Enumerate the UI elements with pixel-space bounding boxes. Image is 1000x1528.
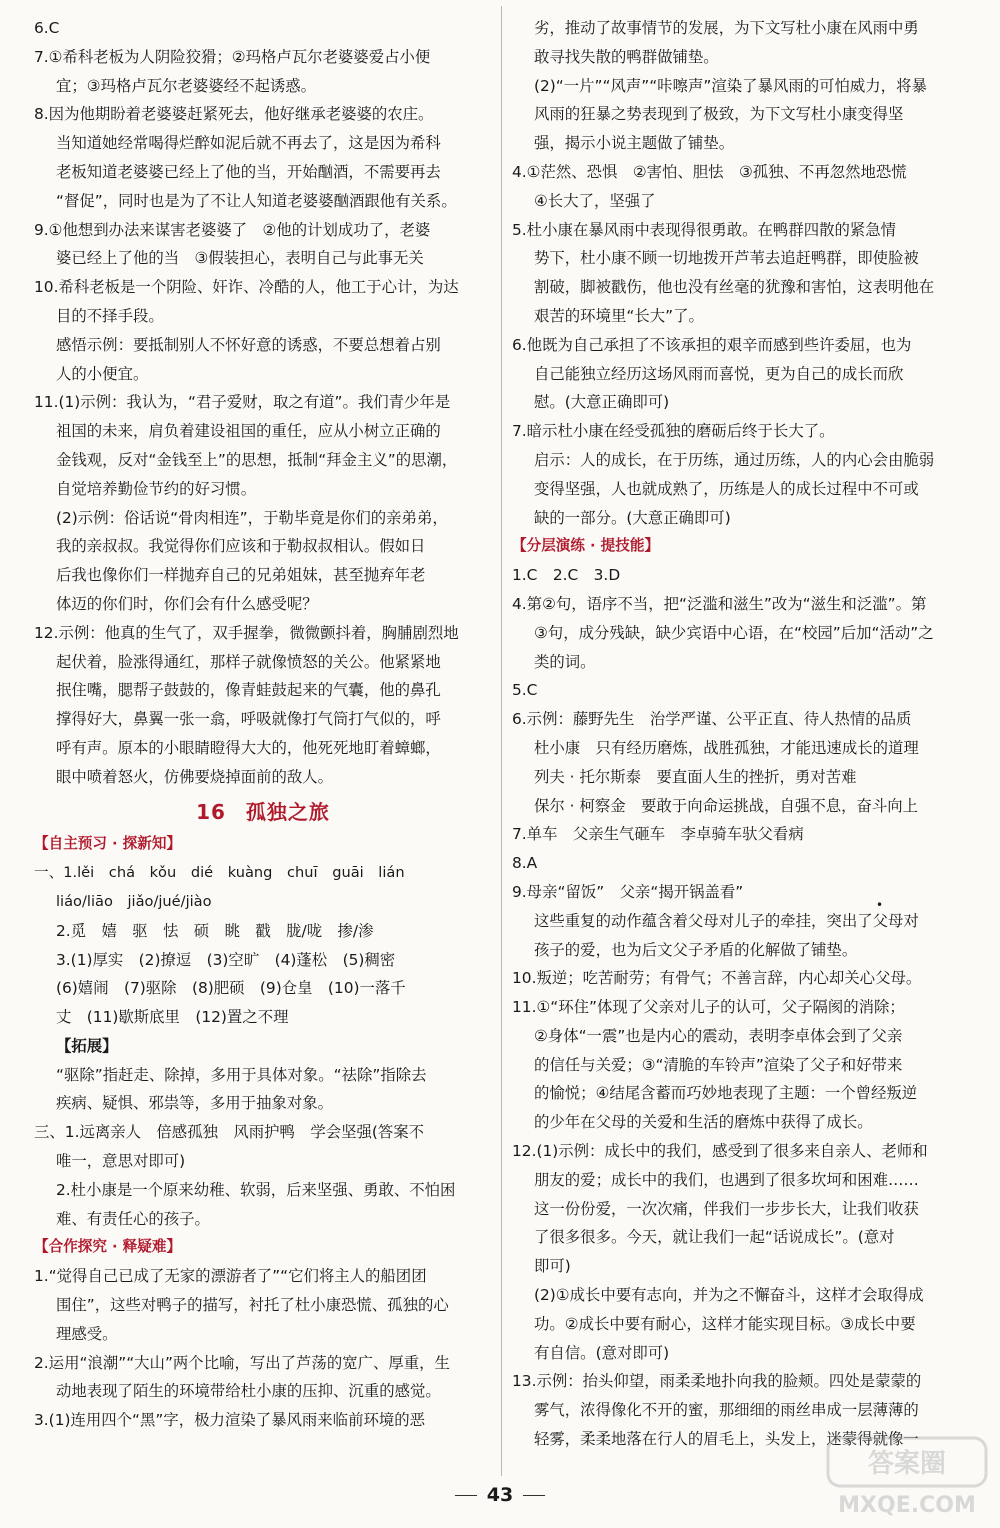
left-answer-line: 10.希科老板是一个阴险、奸诈、冷酷的人，他工于心计，为达 [34, 278, 459, 297]
explore-answer-line: 动地表现了陌生的环境带给杜小康的压抑、沉重的感觉。 [56, 1382, 441, 1401]
right-answer-lines-a [512, 14, 974, 532]
section-heading [34, 798, 492, 827]
right-answer-line: 变得坚强，人也就成熟了，历练是人的成长过程中不可或 [534, 479, 919, 498]
practice-answer-line: 有自信。(意对即可) [534, 1343, 670, 1362]
left-answer-line: 起伏着，脸涨得通红，那样子就像愤怒的关公。他紧紧地 [56, 652, 441, 671]
explore-answer-line: 理感受。 [56, 1324, 118, 1343]
words-line-1: 3.(1)厚实 (2)撩逗 (3)空旷 (4)蓬松 (5)稠密 [56, 950, 396, 969]
left-answer-line: 9.①他想到办法来谋害老婆婆了 ②他的计划成功了，老婆 [34, 220, 431, 239]
left-answer-line: 撑得好大，鼻翼一张一翕，呼吸就像打气筒打气似的，呼 [56, 710, 441, 729]
left-answer-line: 眼中喷着怒火，仿佛要烧掉面前的敌人。 [56, 767, 334, 786]
words-line-3: 丈 (11)歇斯底里 (12)置之不理 [56, 1008, 289, 1027]
right-answer-line: 敢寻找失散的鸭群做铺垫。 [534, 47, 719, 66]
stray-mark: • [876, 898, 884, 912]
pinyin-line-1: 一、1.lěi chá kǒu dié kuàng chuī guāi lián [34, 864, 405, 882]
practice-answer-line: 类的词。 [534, 652, 596, 671]
practice-answer-line: 保尔 · 柯察金 要敢于向命运挑战，自强不息，奋斗向上 [534, 796, 919, 815]
practice-answer-line: 的愉悦；④结尾含蓄而巧妙地表现了主题：一个曾经叛逆 [534, 1084, 918, 1103]
left-answer-line: 后我也像你们一样抛弃自己的兄弟姐妹，甚至抛弃年老 [56, 566, 426, 585]
part-three-line-1: 三、1.远离亲人 倍感孤独 风雨护鸭 学会坚强(答案不 [34, 1123, 425, 1142]
right-answer-line: 启示：人的成长，在于历练，通过历练，人的内心会由脆弱 [534, 450, 935, 469]
practice-answer-line: 1.C 2.C 3.D [512, 566, 621, 585]
explore-answer-line: 1.“觉得自己已成了无家的漂游者了”“它们将主人的船团团 [34, 1267, 427, 1286]
explore-answer-line: 2.运用“浪潮”“大山”两个比喻，写出了芦荡的宽广、厚重，生 [34, 1353, 450, 1372]
part-three-line-4: 难、有责任心的孩子。 [56, 1209, 210, 1228]
practice-answer-line: 11.①“环住”体现了父亲对儿子的认可，父子隔阂的消除； [512, 998, 905, 1017]
practice-answer-line: 即可) [534, 1257, 571, 1276]
left-answer-line: 7.①希科老板为人阴险狡猾；②玛格卢瓦尔老婆婆爱占小便 [34, 47, 431, 66]
words-line-2: (6)嬉闹 (7)驱除 (8)肥硕 (9)仓皇 (10)一落千 [56, 979, 406, 998]
practice-answer-line: 13.示例：抬头仰望，雨柔柔地扑向我的脸颊。四处是蒙蒙的 [512, 1372, 922, 1391]
right-answer-line: 5.杜小康在暴风雨中表现得很勇敢。在鸭群四散的紧急情 [512, 220, 897, 239]
left-answer-line: 感悟示例：要抵制别人不怀好意的诱惑，不要总想着占别 [56, 335, 441, 354]
practice-answer-line: 的信任与关爱；③“清脆的车铃声”渲染了父子和好带来 [534, 1055, 903, 1074]
left-column [34, 14, 492, 1435]
left-answer-line: 老板知道老婆婆已经上了他的当，开始酗酒，不需要再去 [56, 162, 441, 181]
watermark-logo [822, 1432, 992, 1522]
practice-answer-line: 孩子的爱，也为后文父子矛盾的化解做了铺垫。 [534, 940, 858, 959]
right-answer-line: 势下，杜小康不顾一切地拨开芦苇去追赶鸭群，即使脸被 [534, 249, 919, 268]
right-answer-line: (2)“一片”“风声”“咔嚓声”渲染了暴风雨的可怕威力，将暴 [534, 76, 927, 95]
right-answer-line: 艰苦的环境里“长大”了。 [534, 306, 704, 325]
right-answer-line: 割破，脚被戳伤，他也没有丝毫的犹豫和害怕，这表明他在 [534, 278, 935, 297]
right-answer-line: ④长大了，坚强了 [534, 191, 656, 210]
practice-answer-line: 列夫 · 托尔斯泰 要直面人生的挫折，勇对苦难 [534, 767, 857, 786]
expand-label: 【拓展】 [56, 1036, 118, 1055]
part-three-line-3: 2.杜小康是一个原来幼稚、软弱，后来坚强、勇敢、不怕困 [56, 1180, 456, 1199]
right-answer-line: 风雨的狂暴之势表现到了极致，为下文写杜小康变得坚 [534, 105, 904, 124]
left-answer-line: 当知道她经常喝得烂醉如泥后就不再去了，这是因为希科 [56, 134, 441, 153]
left-answer-line: “督促”，同时也是为了不让人知道老婆婆酗酒跟他有关系。 [56, 191, 457, 210]
chars-line: 2.觅 嬉 驱 怯 硕 眺 戳 胧/咙 掺/渗 [56, 921, 374, 940]
left-answer-line: 8.因为他期盼着老婆婆赶紧死去，他好继承老婆婆的农庄。 [34, 105, 434, 124]
practice-answer-line: ②身体“一震”也是内心的震动，表明李卓体会到了父亲 [534, 1026, 903, 1045]
tag-self-preview: 【自主预习 · 探新知】 [34, 835, 182, 853]
right-answer-line: 6.他既为自己承担了不该承担的艰辛而感到些许委屈，也为 [512, 335, 912, 354]
left-answer-line: 呼有声。原本的小眼睛瞪得大大的，他死死地盯着蟑螂， [56, 738, 441, 757]
left-answer-line: 婆已经上了他的当 ③假装担心，表明自己与此事无关 [56, 249, 424, 268]
column-divider [501, 6, 502, 1476]
practice-answer-line: (2)①成长中要有志向，并为之不懈奋斗，这样才会取得成 [534, 1286, 924, 1305]
practice-answer-line: 这一份份爱，一次次痛，伴我们一步步长大，让我们收获 [534, 1199, 919, 1218]
left-answer-line: 自觉培养勤俭节约的好习惯。 [56, 479, 257, 498]
left-answer-line: 抿住嘴，腮帮子鼓鼓的，像青蛙鼓起来的气囊，他的鼻孔 [56, 681, 441, 700]
right-answer-lines-b [512, 561, 974, 1454]
section-number: 16 [196, 799, 226, 824]
practice-answer-line: 雾气，浓得像化不开的蜜，那细细的雨丝串成一层薄薄的 [534, 1401, 919, 1420]
pinyin-line-2: liáo/liāo jiǎo/jué/jiào [56, 892, 212, 910]
practice-answer-line: ③句，成分残缺，缺少宾语中心语，在“校园”后加“活动”之 [534, 623, 934, 642]
practice-answer-line: 9.母亲“留饭” 父亲“揭开锅盖看” [512, 882, 744, 901]
left-answer-line: 金钱观，反对“金钱至上”的思想，抵制“拜金主义”的思潮， [56, 450, 458, 469]
svg-text:答案圈: 答案圈 [867, 1449, 947, 1479]
practice-answer-line: 的少年在父母的关爱和生活的磨炼中获得了成长。 [534, 1113, 873, 1132]
left-answer-line: 体迈的你们时，你们会有什么感受呢？ [56, 594, 318, 613]
tag-cooperative-explore: 【合作探究 · 释疑难】 [34, 1238, 182, 1256]
page-number-text: 43 [486, 1484, 514, 1506]
practice-answer-line: 7.单车 父亲生气砸车 李卓骑车驮父看病 [512, 825, 804, 844]
practice-answer-line: 5.C [512, 681, 538, 700]
right-answer-line: 劣，推动了故事情节的发展，为下文写杜小康在风雨中勇 [534, 19, 919, 37]
left-answer-line: 宜；③玛格卢瓦尔老婆婆经不起诱惑。 [56, 76, 317, 95]
right-answer-line: 慰。(大意正确即可) [534, 393, 670, 412]
left-answer-line: 11.(1)示例：我认为，“君子爱财，取之有道”。我们青少年是 [34, 393, 451, 412]
practice-answer-line: 杜小康 只有经历磨炼，战胜孤独，才能迅速成长的道理 [534, 738, 919, 757]
left-answer-line: 12.示例：他真的生气了，双手握拳，微微颤抖着，胸脯剧烈地 [34, 623, 459, 642]
practice-answer-line: 10.叛逆；吃苦耐劳；有骨气；不善言辞，内心却关心父母。 [512, 969, 922, 988]
practice-answer-line: 4.第②句，语序不当，把“泛滥和滋生”改为“滋生和泛滥”。第 [512, 594, 927, 613]
right-column [512, 14, 974, 1454]
practice-answer-line: 轻雾，柔柔地落在行人的眉毛上，头发上，迷蒙得就像一 [534, 1430, 919, 1449]
tag-layered-practice: 【分层演练 · 提技能】 [512, 537, 660, 555]
section-title-text: 孤独之旅 [245, 799, 330, 824]
left-answer-lines [34, 14, 492, 792]
explore-answer-line: 围住”，这些对鸭子的描写，衬托了杜小康恐慌、孤独的心 [56, 1296, 449, 1315]
explore-answer-lines [34, 1262, 492, 1435]
expand-line-1: “驱除”指赶走、除掉，多用于具体对象。“祛除”指除去 [56, 1065, 427, 1084]
left-answer-line: 人的小便宜。 [56, 364, 149, 383]
right-answer-line: 4.①茫然、恐惧 ②害怕、胆怯 ③孤独、不再忽然地恐慌 [512, 162, 907, 181]
practice-answer-line: 6.示例：藤野先生 治学严谨、公平正直、待人热情的品质 [512, 710, 912, 729]
expand-line-2: 疾病、疑惧、邪祟等，多用于抽象对象。 [56, 1094, 334, 1113]
svg-text:MXQE.COM: MXQE.COM [838, 1493, 976, 1518]
practice-answer-line: 朋友的爱；成长中的我们，也遇到了很多坎坷和困难…… [534, 1170, 919, 1189]
right-answer-line: 7.暗示杜小康在经受孤独的磨砺后终于长大了。 [512, 422, 835, 441]
left-answer-line: (2)示例：俗话说“骨肉相连”，于勒毕竟是你们的亲弟弟， [56, 508, 448, 527]
practice-answer-line: 了很多很多。今天，就让我们一起“话说成长”。(意对 [534, 1228, 895, 1247]
left-answer-line: 我的亲叔叔。我觉得你们应该和于勒叔叔相认。假如日 [56, 537, 426, 556]
left-answer-line: 6.C [34, 19, 60, 37]
explore-answer-line: 3.(1)连用四个“黑”字，极力渲染了暴风雨来临前环境的恶 [34, 1411, 426, 1430]
page-number-dash-left [455, 1495, 477, 1496]
practice-answer-line: 8.A [512, 854, 538, 873]
practice-answer-line: 这些重复的动作蕴含着父母对儿子的牵挂，突出了父母对 [534, 911, 919, 930]
practice-answer-line: 功。②成长中要有耐心，这样才能实现目标。③成长中要 [534, 1314, 916, 1333]
practice-answer-line: 12.(1)示例：成长中的我们，感受到了很多来自亲人、老师和 [512, 1142, 928, 1161]
right-answer-line: 自己能独立经历这场风雨而喜悦，更为自己的成长而欣 [534, 364, 904, 383]
left-answer-line: 祖国的未来，肩负着建设祖国的重任，应从小树立正确的 [56, 422, 441, 441]
right-answer-line: 强，揭示小说主题做了铺垫。 [534, 134, 735, 153]
page-number-dash-right [523, 1495, 545, 1496]
left-answer-line: 目的不择手段。 [56, 306, 164, 325]
part-three-line-2: 唯一，意思对即可) [56, 1152, 186, 1171]
right-answer-line: 缺的一部分。(大意正确即可) [534, 508, 731, 527]
